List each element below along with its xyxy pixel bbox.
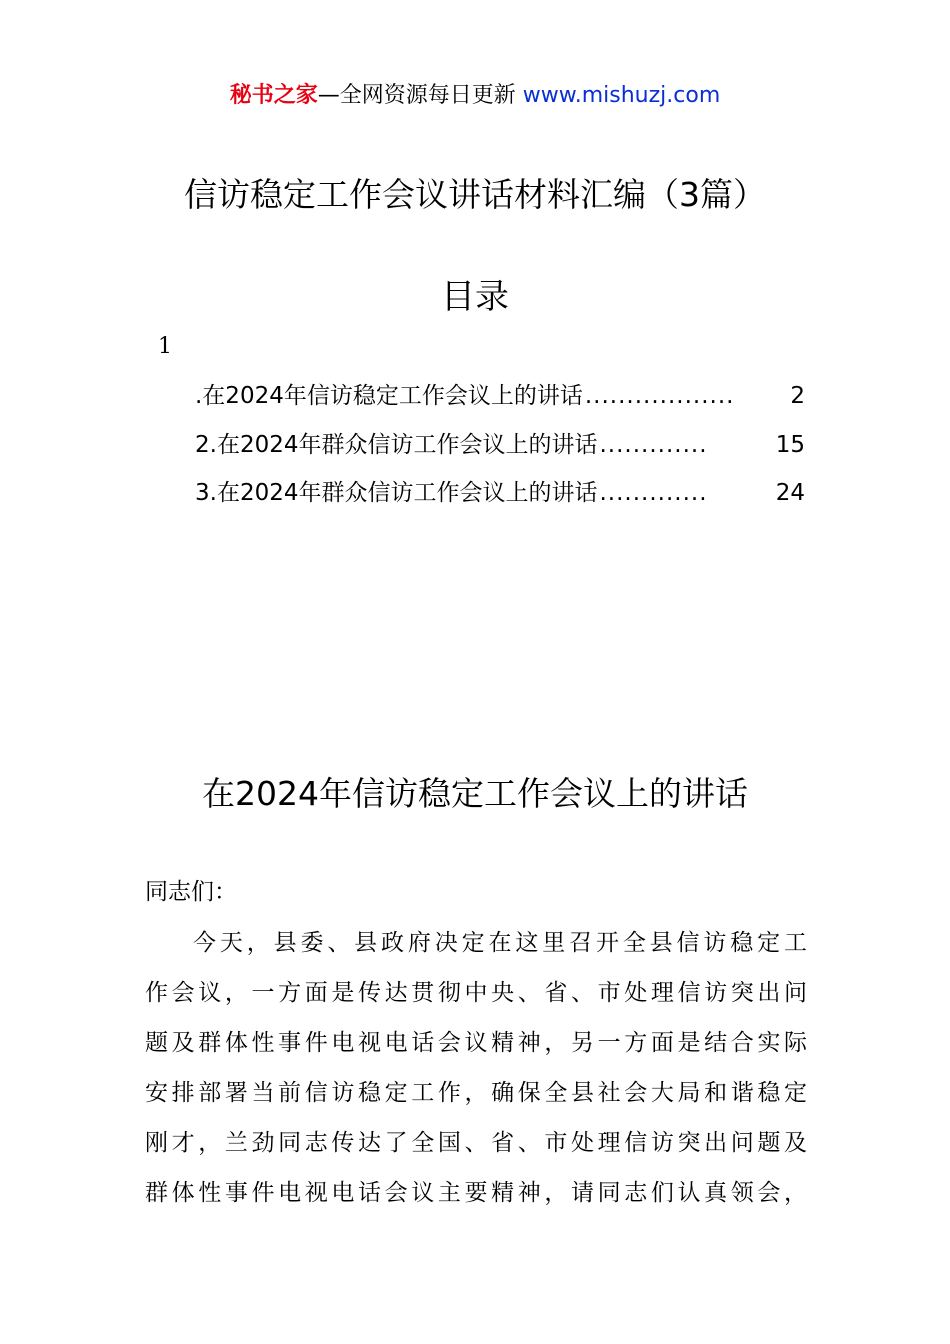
toc-dot-leader: ............. xyxy=(599,480,708,506)
body-line: 作会议，一方面是传达贯彻中央、省、市处理信访突出问 xyxy=(145,980,807,1006)
site-header xyxy=(0,80,950,112)
salutation: 同志们： xyxy=(145,879,237,905)
toc-stray-number: 1 xyxy=(158,334,172,359)
toc-entry-1[interactable] xyxy=(195,375,805,424)
toc-entry-text: .在2024年信访稳定工作会议上的讲话 xyxy=(195,383,583,409)
toc-entry-text: 3.在2024年群众信访工作会议上的讲话 xyxy=(195,480,598,506)
brand-name: 秘书之家 xyxy=(229,83,318,108)
body-line: 今天，县委、县政府决定在这里召开全县信访稳定工 xyxy=(193,930,807,956)
section-title: 在2024年信访稳定工作会议上的讲话 xyxy=(202,774,748,813)
toc-dot-leader: ............. xyxy=(599,431,708,458)
table-of-contents xyxy=(195,375,805,521)
header-slogan: —全网资源每日更新 xyxy=(317,83,516,108)
toc-dot-leader: .................. xyxy=(584,383,735,409)
body-paragraph xyxy=(145,918,807,1218)
toc-page-number: 2 xyxy=(790,383,805,409)
toc-page-number: 24 xyxy=(775,480,805,506)
toc-entry-3[interactable] xyxy=(195,472,805,521)
toc-entry-text: 2.在2024年群众信访工作会议上的讲话 xyxy=(195,431,598,458)
document-title: 信访稳定工作会议讲话材料汇编（3篇） xyxy=(184,175,766,214)
body-line: 刚才，兰劲同志传达了全国、省、市处理信访突出问题及 xyxy=(145,1130,807,1156)
body-line: 安排部署当前信访稳定工作，确保全县社会大局和谐稳定 xyxy=(145,1080,807,1106)
body-line: 题及群体性事件电视电话会议精神，另一方面是结合实际 xyxy=(145,1030,807,1056)
body-line: 群体性事件电视电话会议主要精神，请同志们认真领会， xyxy=(145,1180,807,1206)
toc-entry-2[interactable] xyxy=(195,424,805,473)
toc-heading: 目录 xyxy=(441,277,509,317)
toc-page-number: 15 xyxy=(775,431,805,458)
site-url-link[interactable]: www.mishuzj.com xyxy=(522,83,721,108)
